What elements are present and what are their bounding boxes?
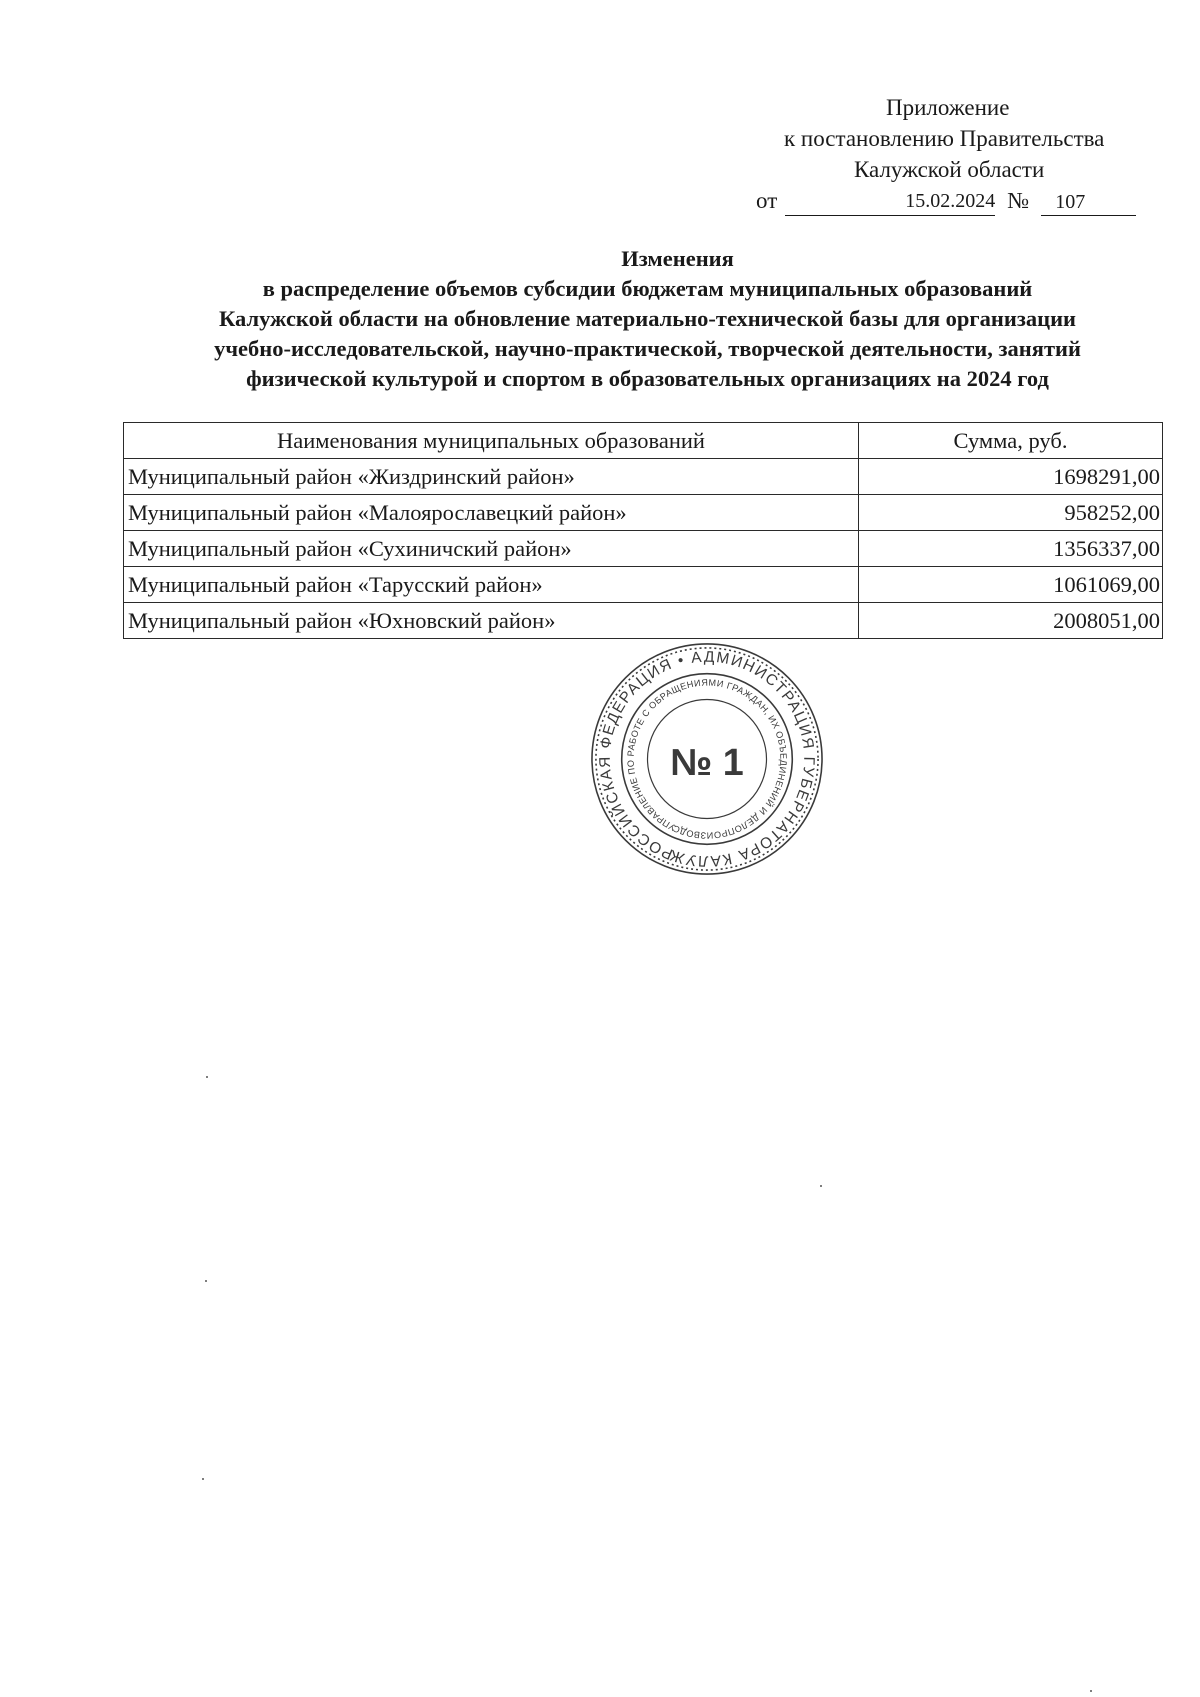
header-sum: Сумма, руб. [859, 423, 1163, 459]
appendix-date-line [700, 185, 1170, 216]
title-line-1: в распределение объемов субсидии бюджетам муниципальных образований [262, 276, 1033, 301]
municipality-name: Муниципальный район «Юхновский район» [124, 603, 859, 639]
municipality-name: Муниципальный район «Жиздринский район» [124, 459, 859, 495]
title-line-3: учебно-исследовательской, научно-практической, творческой деятельности, занятий [214, 336, 1081, 361]
municipality-name: Муниципальный район «Малоярославецкий район» [124, 495, 859, 531]
subsidy-sum: 1698291,00 [859, 459, 1163, 495]
subsidy-sum: 1356337,00 [859, 531, 1163, 567]
title-line-2: Калужской области на обновление материально-технической базы для организации [219, 306, 1076, 331]
table-row [124, 495, 1163, 531]
table-header-row [124, 423, 1163, 459]
scan-speck [820, 1185, 822, 1187]
appendix-region: Калужской области [854, 157, 1045, 182]
date-prefix: от [756, 188, 778, 213]
title-line-4: физической культурой и спортом в образовательных организациях на 2024 год [246, 366, 1049, 391]
municipality-name: Муниципальный район «Тарусский район» [124, 567, 859, 603]
seal-center-number: № 1 [670, 740, 744, 783]
scan-speck [202, 1478, 204, 1480]
number-sign: № [1007, 188, 1030, 213]
official-seal [588, 640, 826, 878]
table-row [124, 567, 1163, 603]
table-row [124, 531, 1163, 567]
document-title [120, 244, 1175, 394]
appendix-header [700, 92, 1170, 216]
document-number: 107 [1041, 188, 1136, 216]
municipality-name: Муниципальный район «Сухиничский район» [124, 531, 859, 567]
appendix-resolution: к постановлению Правительства [784, 126, 1105, 151]
document-date: 15.02.2024 [785, 187, 995, 216]
subsidy-sum: 2008051,00 [859, 603, 1163, 639]
seal-outer-text: РОССИЙСКАЯ ФЕДЕРАЦИЯ • АДМИНИСТРАЦИЯ ГУБЕРНАТОРА КАЛУЖСКОЙ [596, 648, 818, 870]
subsidy-sum: 1061069,00 [859, 567, 1163, 603]
header-municipality: Наименования муниципальных образований [124, 423, 859, 459]
appendix-label: Приложение [886, 95, 1010, 120]
subsidy-sum: 958252,00 [859, 495, 1163, 531]
title-heading: Изменения [621, 246, 734, 271]
table-row [124, 603, 1163, 639]
scan-speck [1090, 1690, 1092, 1692]
table-row [124, 459, 1163, 495]
seal-inner-text: УПРАВЛЕНИЕ ПО РАБОТЕ С ОБРАЩЕНИЯМИ ГРАЖДАН, ИХ ОБЪЕДИНЕНИЙ И ДЕЛОПРОИЗВОДСТВА [625, 677, 789, 841]
scan-speck [205, 1280, 207, 1282]
scan-speck [206, 1076, 208, 1078]
distribution-table [123, 422, 1163, 639]
